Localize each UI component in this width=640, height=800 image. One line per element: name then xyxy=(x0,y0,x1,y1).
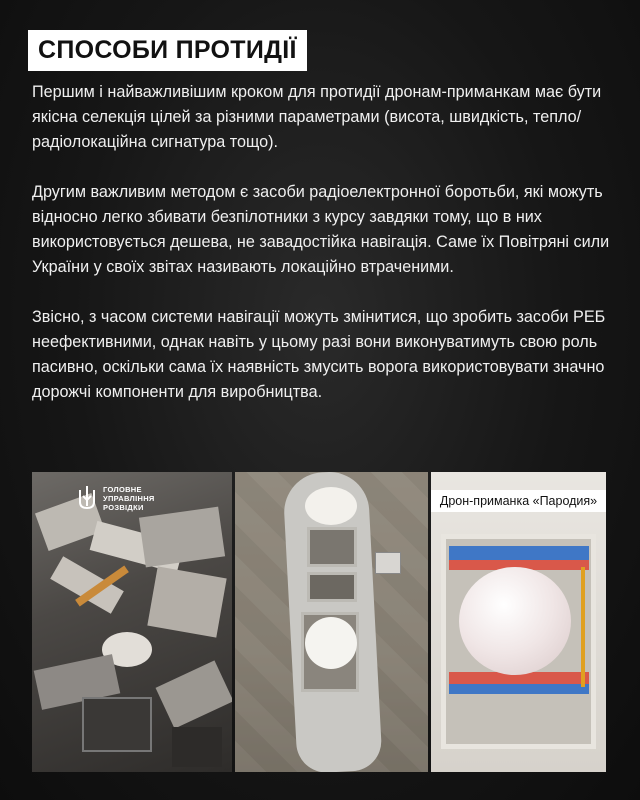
photo-fuselage xyxy=(235,472,428,772)
photo-decoy-interior xyxy=(431,472,606,772)
trident-icon xyxy=(76,484,98,512)
paragraph-3: Звісно, з часом системи навігації можуть змінитися, що зробить засоби РЕБ неефективними, однак навіть у цьому разі вони виконуватимуть свою роль пасивно, оскільки сама їх наявність змусить ворога використовувати значно дорожчі компоненти для виробництва. xyxy=(32,308,606,401)
photo-caption: Дрон-приманка «Пародия» xyxy=(431,490,606,512)
photo-wreckage xyxy=(32,472,232,772)
photo-collage xyxy=(32,472,606,772)
article-body xyxy=(32,80,618,430)
paragraph-2: Другим важливим методом є засоби радіоелектронної боротьби, які можуть відносно легко збивати безпілотники з курсу завдяки тому, що в них використовується дешева, не завадостійка навігація. Саме їх Повітряні сили України у своїх звітах називають локаційно втраченими. xyxy=(32,183,610,276)
agency-name: ГОЛОВНЕ УПРАВЛІННЯ РОЗВІДКИ xyxy=(103,484,155,512)
paragraph-1: Першим і найважливішим кроком для протидії дронам-приманкам має бути якісна селекція цілей за різними параметрами (висота, швидкість, тепло/радіолокаційна сигнатура тощо). xyxy=(32,83,602,151)
page-title: СПОСОБИ ПРОТИДІЇ xyxy=(28,30,307,71)
agency-logo xyxy=(76,484,155,512)
